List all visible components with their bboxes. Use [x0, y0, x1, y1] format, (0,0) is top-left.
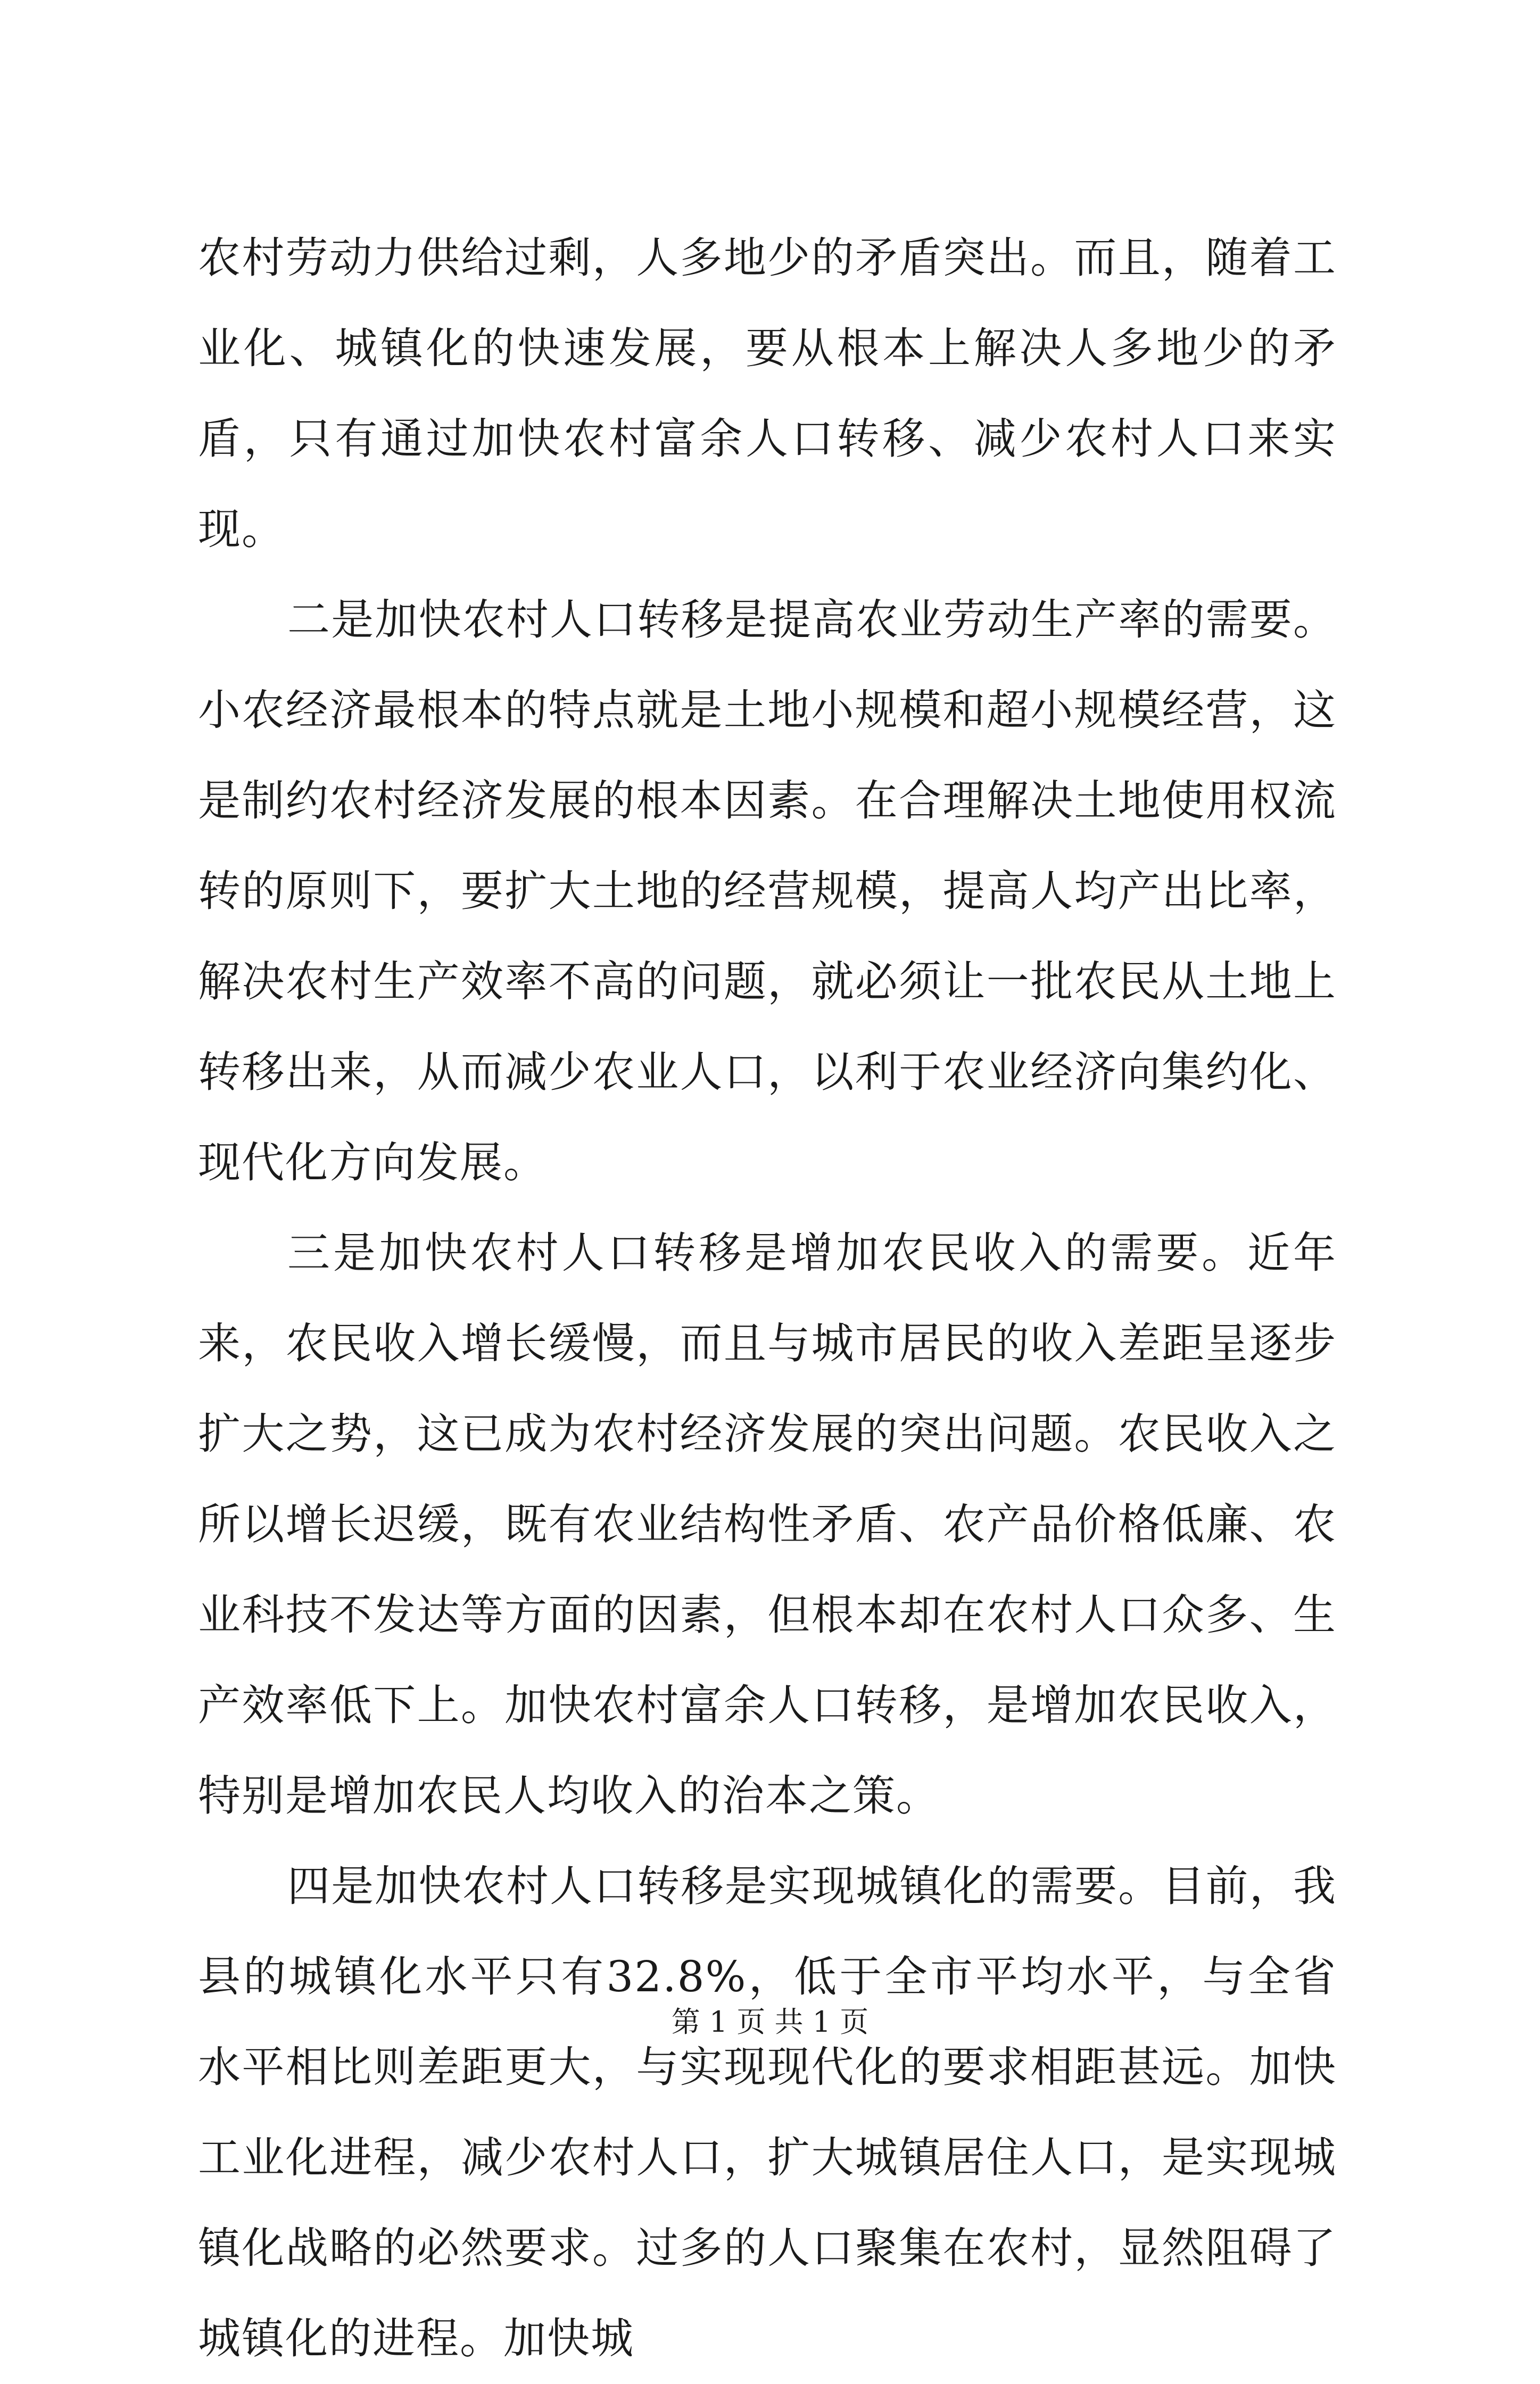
page-footer: 第 1 页 共 1 页 — [671, 2005, 869, 2039]
paragraph-1: 农村劳动力供给过剩，人多地少的矛盾突出。而且，随着工业化、城镇化的快速发展，要从根本上解决人多地少的矛盾，只有通过加快农村富余人口转移、减少农村人口来实现。 — [198, 233, 1337, 554]
paragraph-4: 四是加快农村人口转移是实现城镇化的需要。目前，我县的城镇化水平只有32.8%，低于全市平均水平，与全省水平相比则差距更大，与实现现代化的要求相距甚远。加快工业化进程，减少农村人口，扩大城镇居住人口，是实现城镇化战略的必然要求。过多的人口聚集在农村，显然阻碍了城镇化的进程。加快城 — [198, 1861, 1337, 2363]
document-body — [198, 213, 1337, 2384]
paragraph-2: 二是加快农村人口转移是提高农业劳动生产率的需要。小农经济最根本的特点就是土地小规模和超小规模经营，这是制约农村经济发展的根本因素。在合理解决土地使用权流转的原则下，要扩大土地的经营规模，提高人均产出比率，解决农村生产效率不高的问题，就必须让一批农民从土地上转移出来，从而减少农业人口，以利于农业经济向集约化、现代化方向发展。 — [198, 595, 1337, 1187]
paragraph-3: 三是加快农村人口转移是增加农民收入的需要。近年来，农民收入增长缓慢，而且与城市居民的收入差距呈逐步扩大之势，这已成为农村经济发展的突出问题。农民收入之所以增长迟缓，既有农业结构性矛盾、农产品价格低廉、农业科技不发达等方面的因素，但根本却在农村人口众多、生产效率低下上。加快农村富余人口转移，是增加农民收入，特别是增加农民人均收入的治本之策。 — [198, 1228, 1337, 1820]
